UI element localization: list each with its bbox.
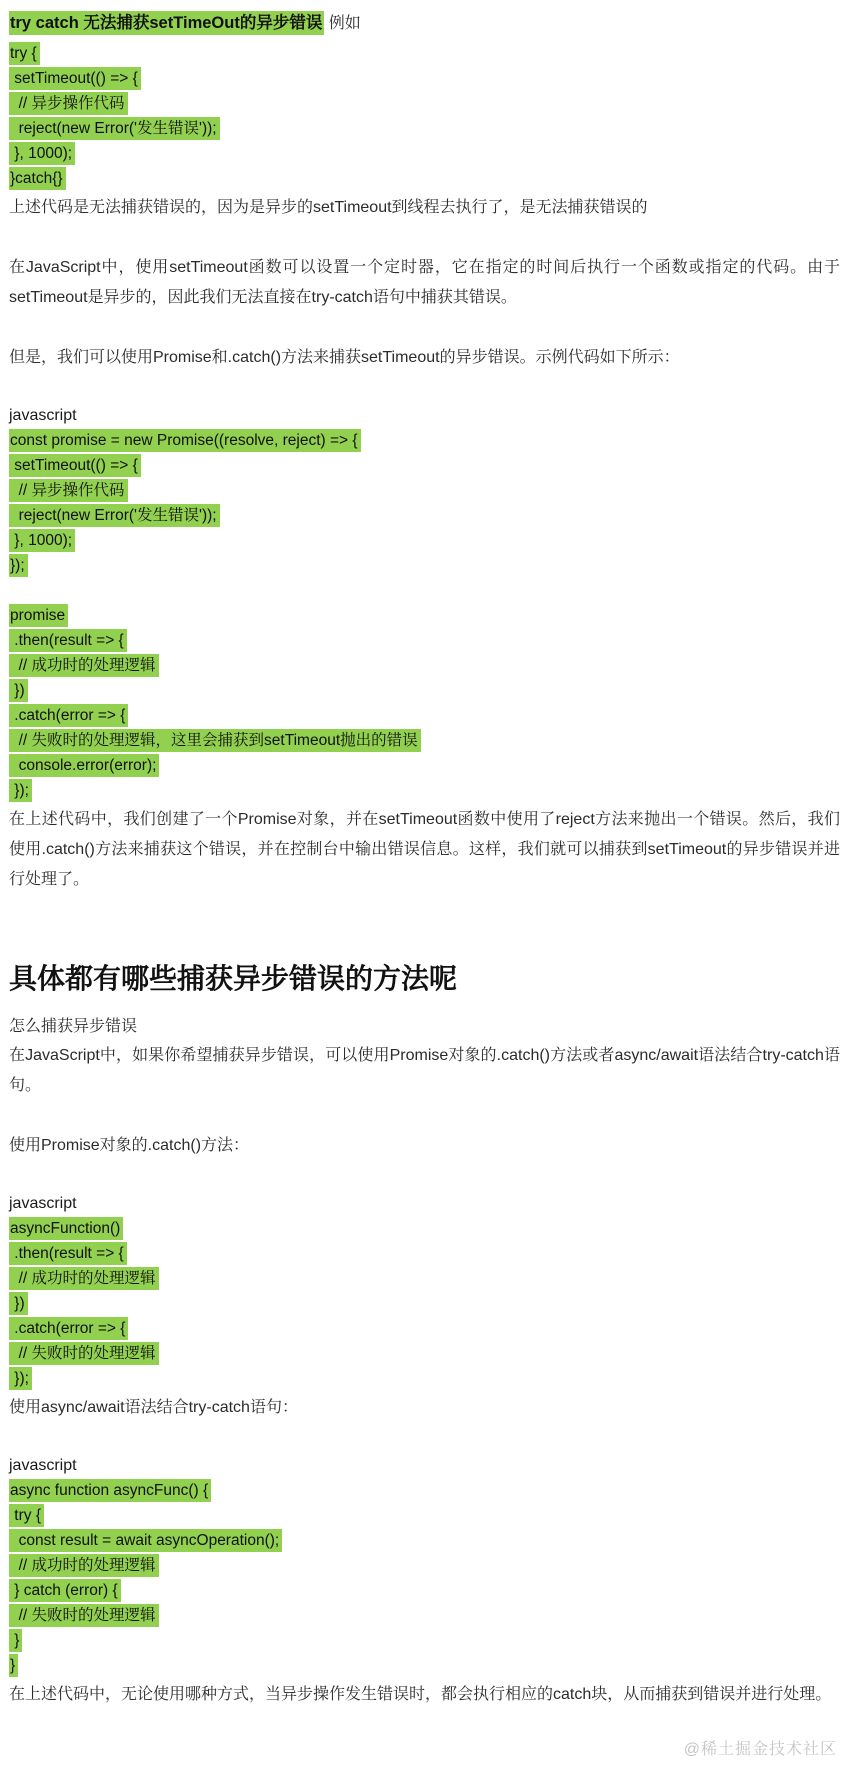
sub-question: 怎么捕获异步错误 <box>9 1018 138 1035</box>
code-line <box>9 478 840 503</box>
code-line-highlight: // 成功时的处理逻辑 <box>9 1554 159 1577</box>
code-line-highlight: }); <box>9 554 28 577</box>
code-line <box>9 91 840 116</box>
code-language-label: javascript <box>9 407 77 424</box>
code-line-highlight: .then(result => { <box>9 1242 127 1265</box>
code-line <box>9 1578 840 1603</box>
code-line-highlight: } <box>9 1629 22 1652</box>
code-line-highlight: console.error(error); <box>9 754 159 777</box>
code-language-label: javascript <box>9 1457 77 1474</box>
code-line-highlight: // 异步操作代码 <box>9 92 128 115</box>
code-line <box>9 1603 840 1628</box>
article-body <box>9 10 840 1710</box>
article-title-line <box>9 10 840 37</box>
code-line <box>9 628 840 653</box>
code-line <box>9 428 840 453</box>
code-line <box>9 1341 840 1366</box>
code-line <box>9 1216 840 1241</box>
code-line <box>9 1653 840 1678</box>
code-line <box>9 1478 840 1503</box>
code-line <box>9 578 840 603</box>
code-line <box>9 1366 840 1391</box>
code-line <box>9 1503 840 1528</box>
code-language-label: javascript <box>9 1195 77 1212</box>
code-line-highlight: asyncFunction() <box>9 1217 123 1240</box>
code-line <box>9 603 840 628</box>
code-line-highlight: const promise = new Promise((resolve, reject) => { <box>9 429 361 452</box>
code-line-highlight: promise <box>9 604 68 627</box>
code-line-highlight: .catch(error => { <box>9 704 128 727</box>
code-line <box>9 1528 840 1553</box>
code-line-highlight: // 失败时的处理逻辑，这里会捕获到setTimeout抛出的错误 <box>9 729 421 752</box>
code-line <box>9 678 840 703</box>
community-watermark: @稀土掘金技术社区 <box>683 1741 837 1758</box>
code-block-promise <box>9 428 840 803</box>
code-line <box>9 778 840 803</box>
code-line-highlight: setTimeout(() => { <box>9 67 141 90</box>
code-line-highlight: // 失败时的处理逻辑 <box>9 1604 159 1627</box>
code-line-highlight: .catch(error => { <box>9 1317 128 1340</box>
code-line <box>9 66 840 91</box>
code-line-highlight: reject(new Error('发生错误')); <box>9 117 220 140</box>
code-line-highlight: // 成功时的处理逻辑 <box>9 1267 159 1290</box>
code-line-highlight: }) <box>9 1292 28 1315</box>
code-line-highlight: const result = await asyncOperation(); <box>9 1529 282 1552</box>
paragraph-methods: 在JavaScript中，如果你希望捕获异步错误，可以使用Promise对象的.catch()方法或者async/await语法结合try-catch语句。 <box>9 1047 840 1094</box>
code-line <box>9 453 840 478</box>
code-line <box>9 528 840 553</box>
code-line <box>9 1553 840 1578</box>
code-line-highlight: // 失败时的处理逻辑 <box>9 1342 159 1365</box>
code-line-highlight: try { <box>9 42 40 65</box>
code-line-highlight: try { <box>9 1504 44 1527</box>
code-line-highlight: } <box>9 1654 18 1677</box>
await-method-label: 使用async/await语法结合try-catch语句： <box>9 1399 298 1416</box>
code-line <box>9 1266 840 1291</box>
code-line-highlight: }, 1000); <box>9 529 75 552</box>
paragraph-promise-explain: 在上述代码中，我们创建了一个Promise对象，并在setTimeout函数中使用了reject方法来抛出一个错误。然后，我们使用.catch()方法来捕获这个错误，并在控制台中输出错误信息。这样，我们就可以捕获到setTimeout的异步错误并进行处理了。 <box>9 811 840 888</box>
code-line-highlight: async function asyncFunc() { <box>9 1479 211 1502</box>
title-suffix: 例如 <box>324 15 361 32</box>
code-line <box>9 503 840 528</box>
paragraph-conclusion: 在上述代码中，无论使用哪种方式，当异步操作发生错误时，都会执行相应的catch块，从而捕获到错误并进行处理。 <box>9 1686 832 1703</box>
code-line <box>9 116 840 141</box>
code-line <box>9 553 840 578</box>
code-block-async-await <box>9 1478 840 1678</box>
promise-method-label: 使用Promise对象的.catch()方法： <box>9 1137 250 1154</box>
code-line <box>9 653 840 678</box>
code-line <box>9 1316 840 1341</box>
code-line-highlight: .then(result => { <box>9 629 127 652</box>
code-line-highlight: setTimeout(() => { <box>9 454 141 477</box>
code-line-highlight: // 异步操作代码 <box>9 479 128 502</box>
code-line <box>9 1291 840 1316</box>
code-line <box>9 141 840 166</box>
code-block-catch-method <box>9 1216 840 1391</box>
paragraph-settimeout-intro: 在JavaScript中，使用setTimeout函数可以设置一个定时器，它在指定的时间后执行一个函数或指定的代码。由于setTimeout是异步的，因此我们无法直接在try-catch语句中捕获其错误。 <box>9 259 840 306</box>
code-line <box>9 728 840 753</box>
code-line-highlight: }); <box>9 1367 32 1390</box>
code-line <box>9 1241 840 1266</box>
code-line-highlight: }catch{} <box>9 167 66 190</box>
paragraph-promise-intro: 但是，我们可以使用Promise和.catch()方法来捕获setTimeout的异步错误。示例代码如下所示： <box>9 349 680 366</box>
code-line-highlight: } catch (error) { <box>9 1579 121 1602</box>
code-line <box>9 1628 840 1653</box>
code-line <box>9 166 840 191</box>
code-line-highlight: reject(new Error('发生错误')); <box>9 504 220 527</box>
code-line-highlight: // 成功时的处理逻辑 <box>9 654 159 677</box>
code-line-highlight: }) <box>9 679 28 702</box>
paragraph-cannot-catch: 上述代码是无法捕获错误的，因为是异步的setTimeout到线程去执行了，是无法捕获错误的 <box>9 199 648 216</box>
code-line <box>9 753 840 778</box>
code-line-highlight: }, 1000); <box>9 142 75 165</box>
code-line <box>9 41 840 66</box>
code-block-try-catch <box>9 41 840 191</box>
code-line <box>9 703 840 728</box>
title-highlight: try catch 无法捕获setTimeOut的异步错误 <box>9 11 324 35</box>
section-heading: 具体都有哪些捕获异步错误的方法呢 <box>9 963 458 994</box>
code-line-highlight: }); <box>9 779 32 802</box>
